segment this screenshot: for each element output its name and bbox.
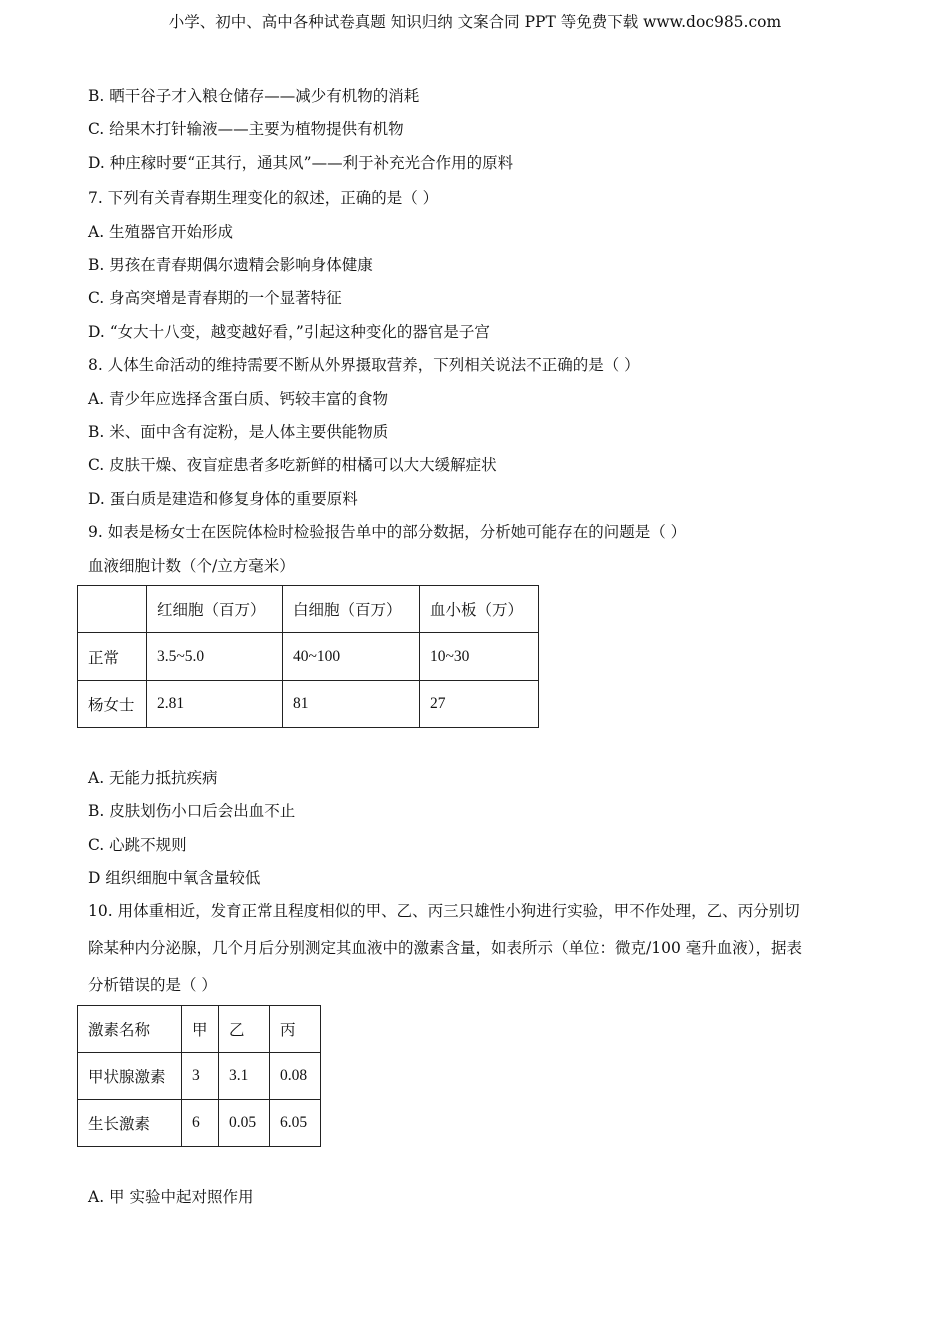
q6-option-d: D. 种庄稼时要“正其行，通其风”——利于补充光合作用的原料 [88,154,514,172]
table-cell: 3.5~5.0 [147,633,283,681]
table-cell: 生长激素 [78,1100,182,1147]
table-header-cell: 乙 [219,1006,270,1053]
table-header-cell: 甲 [182,1006,219,1053]
q10-stem-line-2: 除某种内分泌腺，几个月后分别测定其血液中的激素含量，如表所示（单位：微克/100 毫升血液），据表 [88,939,802,957]
table-cell: 6.05 [270,1100,321,1147]
table-header-cell: 丙 [270,1006,321,1053]
table-cell: 2.81 [147,681,283,728]
page-header: 小学、初中、高中各种试卷真题 知识归纳 文案合同 PPT 等免费下载 www.doc985.com [168,13,782,31]
q8-option-d: D. 蛋白质是建造和修复身体的重要原料 [88,490,358,508]
q7-option-c: C. 身高突增是青春期的一个显著特征 [88,289,342,307]
table-cell: 6 [182,1100,219,1147]
q6-option-c: C. 给果木打针输液——主要为植物提供有机物 [88,120,404,138]
table-header-cell: 血小板（万） [420,586,539,633]
hormone-table [77,1005,321,1147]
q8-option-c: C. 皮肤干燥、夜盲症患者多吃新鲜的柑橘可以大大缓解症状 [88,456,497,474]
q7-option-d: D. “女大十八变，越变越好看，”引起这种变化的器官是子宫 [88,323,490,341]
q7-option-a: A. 生殖器官开始形成 [88,223,234,241]
q9-option-b: B. 皮肤划伤小口后会出血不止 [88,802,296,820]
q9-option-c: C. 心跳不规则 [88,836,187,854]
q10-stem-line-1: 10. 用体重相近，发育正常且程度相似的甲、乙、丙三只雄性小狗进行实验，甲不作处理，乙、丙分别切 [88,902,800,920]
q10-stem-line-3: 分析错误的是（ ） [88,976,217,994]
table-cell: 甲状腺激素 [78,1053,182,1100]
q9-stem: 9. 如表是杨女士在医院体检时检验报告单中的部分数据，分析她可能存在的问题是（ ） [88,523,687,541]
q8-option-b: B. 米、面中含有淀粉，是人体主要供能物质 [88,423,389,441]
blood-count-table [77,585,539,728]
table-header-cell: 红细胞（百万） [147,586,283,633]
table-cell: 81 [283,681,420,728]
q7-option-b: B. 男孩在青春期偶尔遗精会影响身体健康 [88,256,373,274]
table-cell: 10~30 [420,633,539,681]
q9-option-d: D 组织细胞中氧含量较低 [88,869,261,887]
table-header-row [78,1006,321,1053]
table-row [78,633,539,681]
table-cell: 40~100 [283,633,420,681]
table-cell: 27 [420,681,539,728]
table-header-cell: 激素名称 [78,1006,182,1053]
table-row [78,681,539,728]
table-cell: 0.08 [270,1053,321,1100]
q8-option-a: A. 青少年应选择含蛋白质、钙较丰富的食物 [88,390,389,408]
table-cell: 3 [182,1053,219,1100]
q6-option-b: B. 晒干谷子才入粮仓储存——减少有机物的消耗 [88,87,420,105]
table-cell: 0.05 [219,1100,270,1147]
table-cell: 正常 [78,633,147,681]
table-header-cell [78,586,147,633]
table-header-cell: 白细胞（百万） [283,586,420,633]
table-cell: 3.1 [219,1053,270,1100]
table-row [78,1053,321,1100]
table-cell: 杨女士 [78,681,147,728]
q8-stem: 8. 人体生命活动的维持需要不断从外界摄取营养，下列相关说法不正确的是（ ） [88,356,640,374]
q9-option-a: A. 无能力抵抗疾病 [88,769,218,787]
q7-stem: 7. 下列有关青春期生理变化的叙述，正确的是（ ） [88,189,439,207]
q10-option-a: A. 甲 实验中起对照作用 [88,1188,254,1206]
table-header-row [78,586,539,633]
table-row [78,1100,321,1147]
q9-table-caption: 血液细胞计数（个/立方毫米） [88,557,295,575]
